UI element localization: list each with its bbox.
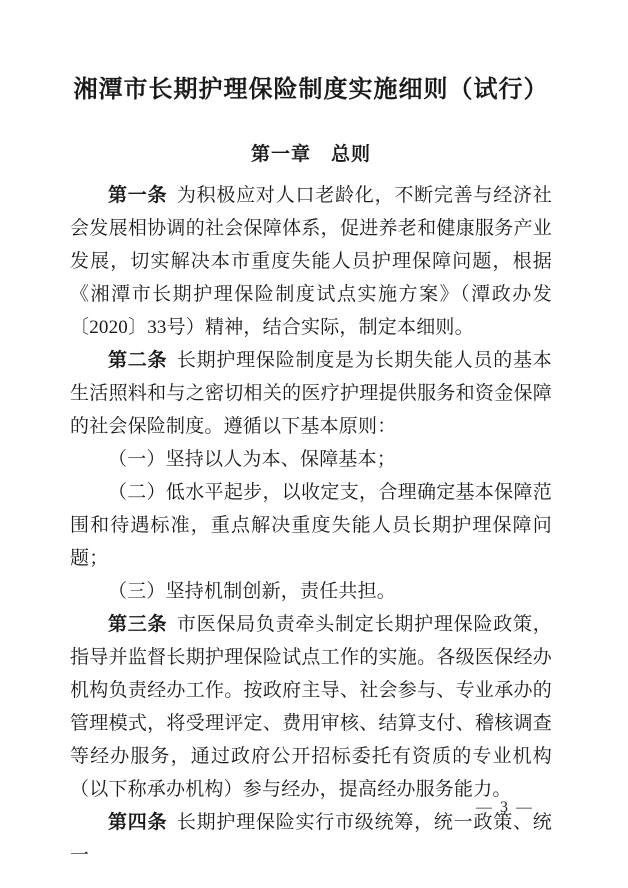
page-number: — 3 —: [476, 799, 534, 816]
document-body: [70, 179, 552, 872]
paragraph-text: （一）坚持以人为本、保障基本；: [108, 449, 397, 470]
article-label: 第三条: [108, 614, 168, 635]
document-title: 湘潭市长期护理保险制度实施细则（试行）: [73, 77, 549, 103]
paragraph: [70, 344, 552, 443]
paragraph-text: （三）坚持机制创新，责任共担。: [108, 581, 397, 602]
article-label: 第一条: [108, 185, 168, 206]
paragraph: [70, 179, 552, 344]
paragraph-text: 长期护理保险实行市级统筹，统一政策、统一: [70, 812, 552, 866]
paragraph-text: （二）低水平起步，以收定支，合理确定基本保障范围和待遇标准，重点解决重度失能人员长期护理保障问题；: [70, 482, 552, 569]
paragraph: [70, 443, 552, 476]
chapter-heading: 第一章 总则: [250, 144, 371, 165]
paragraph-text: 市医保局负责牵头制定长期护理保险政策，指导并监督长期护理保险试点工作的实施。各级医保经办机构负责经办工作。按政府主导、社会参与、专业承办的管理模式，将受理评定、费用审核、结算支付、稽核调查等经办服务，通过政府公开招标委托有资质的专业机构（以下称承办机构）参与经办，提高经办服务能力。: [70, 614, 552, 800]
paragraph: [70, 476, 552, 575]
paragraph: [70, 575, 552, 608]
paragraph-text: 长期护理保险制度是为长期失能人员的基本生活照料和与之密切相关的医疗护理提供服务和资金保障的社会保险制度。遵循以下基本原则：: [70, 350, 552, 437]
article-label: 第二条: [108, 350, 168, 371]
paragraph: [70, 608, 552, 806]
article-label: 第四条: [108, 812, 168, 833]
paragraph-text: 为积极应对人口老龄化，不断完善与经济社会发展相协调的社会保障体系，促进养老和健康服务产业发展，切实解决本市重度失能人员护理保障问题，根据《湘潭市长期护理保险制度试点实施方案》（潭政办发〔2020〕33号）精神，结合实际，制定本细则。: [70, 185, 552, 338]
